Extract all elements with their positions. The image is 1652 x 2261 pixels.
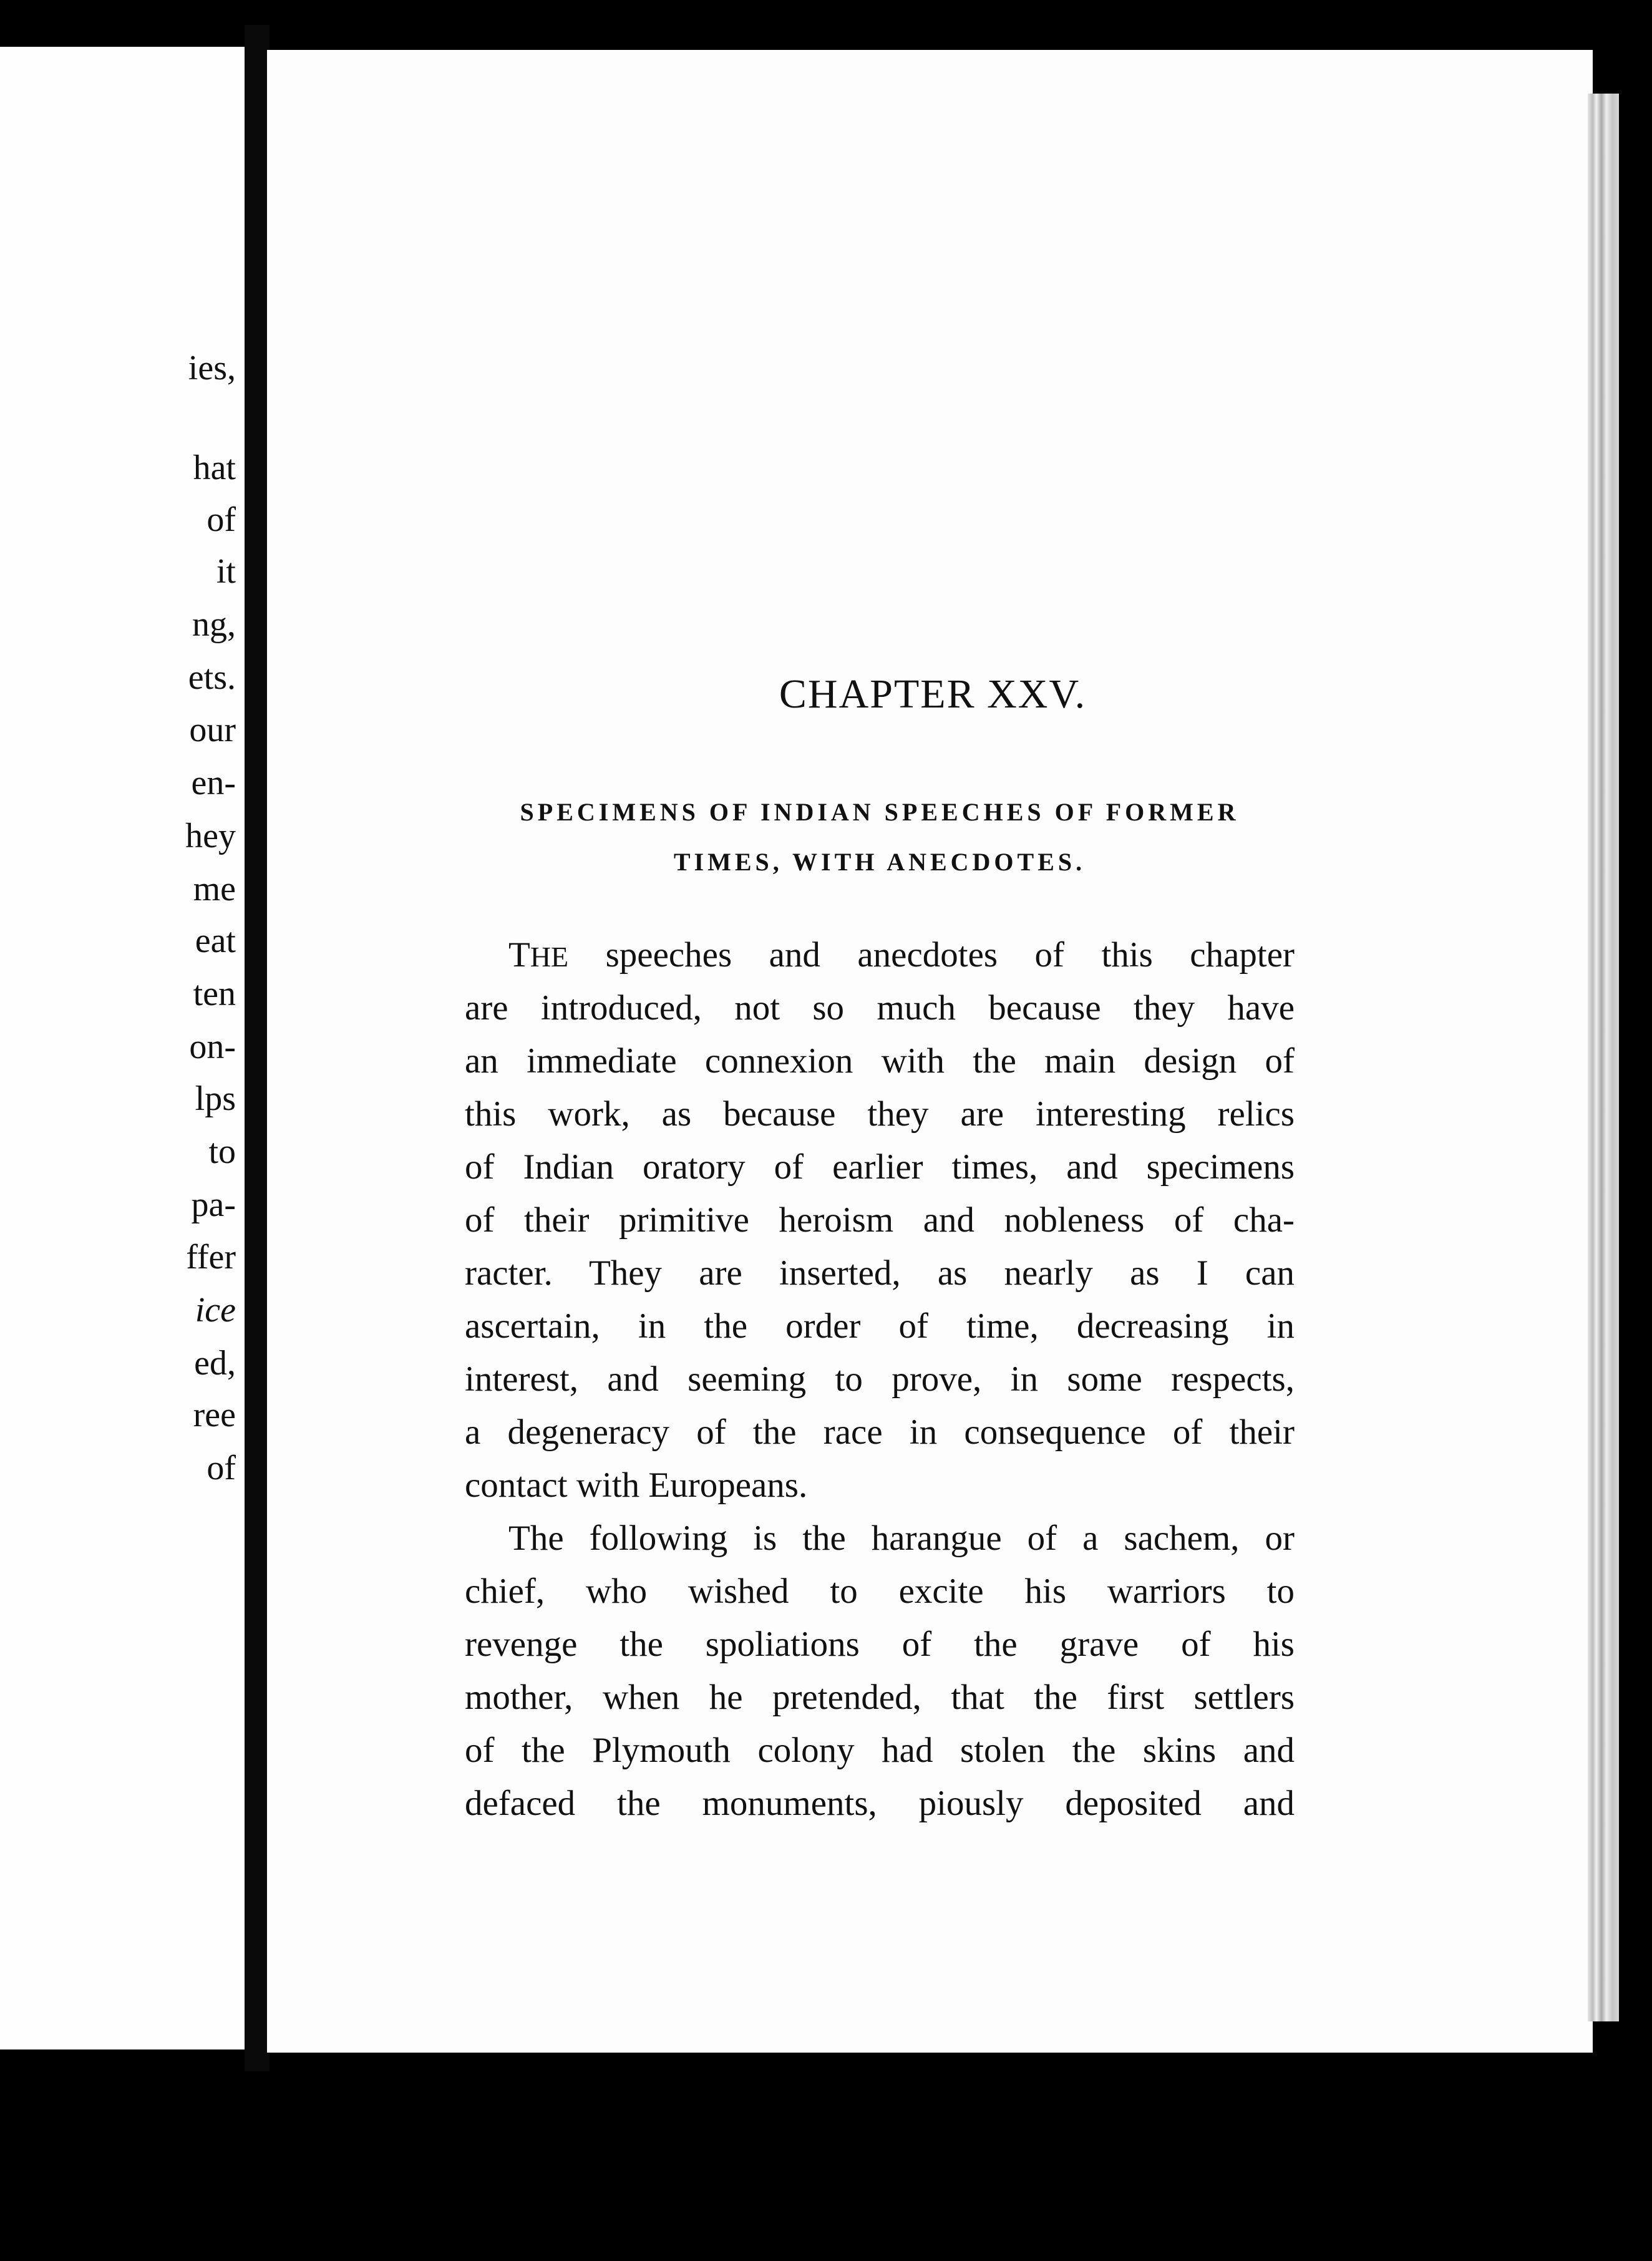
left-page-fragment: on-: [189, 1028, 236, 1066]
left-page-fragment: ets.: [188, 658, 236, 697]
left-page-fragment: hat: [193, 449, 236, 487]
text-line: contact with Europeans.: [465, 1466, 808, 1505]
paragraph-first-line: [465, 928, 1295, 981]
text-line: racter. They are inserted, as nearly as I can: [465, 1253, 1295, 1293]
book-gutter: [245, 25, 270, 2071]
left-page-fragment: ng,: [192, 605, 236, 644]
chapter-subtitle-line: TIMES, WITH ANECDOTES.: [673, 848, 1086, 876]
chapter-subtitle: [465, 787, 1295, 887]
text-line: mother, when he pretended, that the first settlers: [465, 1678, 1295, 1717]
previous-page-fragment: [0, 47, 245, 2049]
text-line: an immediate connexion with the main design of: [465, 1041, 1295, 1081]
left-page-fragment: our: [189, 711, 236, 749]
left-page-fragment: it: [216, 552, 236, 591]
left-page-fragment: ies,: [188, 349, 236, 387]
text-line: interest, and seeming to prove, in some respects,: [465, 1359, 1295, 1399]
left-page-fragment: to: [208, 1132, 236, 1171]
text-line: a degeneracy of the race in consequence of their: [465, 1413, 1295, 1452]
text-line: of Indian oratory of earlier times, and specimens: [465, 1147, 1295, 1187]
left-page-fragment: hey: [185, 817, 236, 855]
page-edges: [1588, 94, 1619, 2021]
small-caps: HE: [530, 941, 569, 973]
body-text: [465, 928, 1295, 1830]
text-line: The following is the harangue of a sachem, or: [508, 1519, 1295, 1558]
text-line: revenge the spoliations of the grave of his: [465, 1625, 1295, 1664]
left-page-fragment: ffer: [186, 1238, 236, 1276]
left-page-fragment: ten: [193, 975, 236, 1013]
left-page-fragment: en-: [191, 764, 236, 802]
left-page-fragment: me: [193, 870, 236, 908]
chapter-subtitle-line: SPECIMENS OF INDIAN SPEECHES OF FORMER: [520, 798, 1240, 826]
dropcap: T: [508, 935, 530, 975]
text-line: of the Plymouth colony had stolen the skins and: [465, 1731, 1295, 1770]
left-page-fragment: pa-: [191, 1185, 236, 1224]
text-line: are introduced, not so much because they have: [465, 988, 1295, 1028]
left-page-fragment: lps: [195, 1079, 236, 1118]
text-line: speeches and anecdotes of this chapter: [568, 935, 1295, 975]
text-line: ascertain, in the order of time, decreasing in: [465, 1306, 1295, 1346]
text-line: chief, who wished to excite his warriors to: [465, 1572, 1295, 1611]
text-line: this work, as because they are interesting relics: [465, 1094, 1295, 1134]
left-page-fragment: of: [206, 1449, 236, 1487]
chapter-title: CHAPTER XXV.: [779, 671, 1087, 717]
left-page-fragment: of: [206, 500, 236, 539]
text-line: of their primitive heroism and nobleness of cha-: [465, 1200, 1295, 1240]
left-page-fragment: ed,: [194, 1344, 236, 1383]
left-page-fragment: eat: [195, 921, 236, 960]
left-page-fragment: ice: [195, 1291, 236, 1330]
left-page-fragment: ree: [193, 1396, 236, 1434]
text-line: defaced the monuments, piously deposited and: [465, 1784, 1295, 1823]
